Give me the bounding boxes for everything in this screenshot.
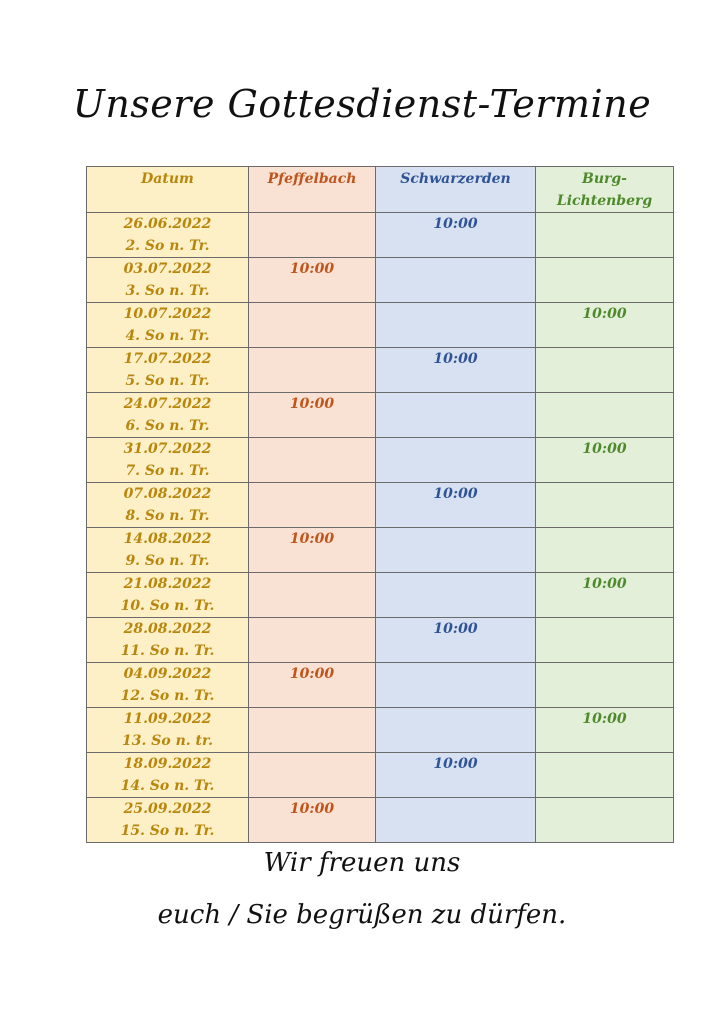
- schwarzerden-time-cell: 10:00: [376, 483, 536, 528]
- date-text: 18.09.2022: [123, 756, 212, 772]
- date-cell: [87, 258, 249, 303]
- pfeffelbach-time-cell: 10:00: [249, 663, 376, 708]
- date-text: 21.08.2022: [123, 576, 212, 592]
- schwarzerden-time-cell: 10:00: [376, 213, 536, 258]
- date-text: 26.06.2022: [123, 216, 212, 232]
- table-row: [87, 438, 674, 483]
- date-cell: [87, 348, 249, 393]
- burg-lichtenberg-time-cell: 10:00: [536, 573, 674, 618]
- table-row: [87, 753, 674, 798]
- burg-lichtenberg-time-cell: [536, 393, 674, 438]
- table-row: [87, 393, 674, 438]
- date-text: 25.09.2022: [123, 801, 212, 817]
- pfeffelbach-time-cell: [249, 618, 376, 663]
- page-title: Unsere Gottesdienst-Termine: [72, 82, 652, 126]
- table-row: [87, 573, 674, 618]
- date-cell: [87, 528, 249, 573]
- burg-lichtenberg-time-cell: [536, 213, 674, 258]
- schwarzerden-time-cell: [376, 393, 536, 438]
- date-text: 11.09.2022: [123, 711, 212, 727]
- date-text: 04.09.2022: [123, 666, 212, 682]
- date-cell: [87, 663, 249, 708]
- schwarzerden-time-cell: [376, 303, 536, 348]
- table-row: [87, 663, 674, 708]
- date-cell: [87, 393, 249, 438]
- table-row: [87, 708, 674, 753]
- pfeffelbach-time-cell: 10:00: [249, 798, 376, 843]
- sunday-label: 14. So n. Tr.: [120, 778, 215, 794]
- date-cell: [87, 438, 249, 483]
- date-text: 07.08.2022: [123, 486, 212, 502]
- pfeffelbach-time-cell: [249, 213, 376, 258]
- pfeffelbach-time-cell: [249, 708, 376, 753]
- sunday-label: 2. So n. Tr.: [125, 238, 210, 254]
- burg-lichtenberg-time-cell: 10:00: [536, 438, 674, 483]
- date-text: 14.08.2022: [123, 531, 212, 547]
- date-cell: [87, 798, 249, 843]
- sunday-label: 8. So n. Tr.: [125, 508, 210, 524]
- schwarzerden-time-cell: 10:00: [376, 753, 536, 798]
- schwarzerden-time-cell: [376, 708, 536, 753]
- pfeffelbach-time-cell: [249, 348, 376, 393]
- table-row: [87, 618, 674, 663]
- burg-lichtenberg-time-cell: [536, 348, 674, 393]
- table-row: [87, 798, 674, 843]
- date-cell: [87, 573, 249, 618]
- table-row: [87, 303, 674, 348]
- burg-lichtenberg-time-cell: [536, 618, 674, 663]
- header-burg-lichtenberg: Burg-Lichtenberg: [536, 167, 674, 213]
- date-cell: [87, 213, 249, 258]
- closing-line-2: euch / Sie begrüßen zu dürfen.: [157, 900, 567, 930]
- header-row: [87, 167, 674, 213]
- date-text: 17.07.2022: [123, 351, 212, 367]
- header-datum: Datum: [87, 167, 249, 213]
- pfeffelbach-time-cell: 10:00: [249, 528, 376, 573]
- date-text: 10.07.2022: [123, 306, 212, 322]
- date-text: 28.08.2022: [123, 621, 212, 637]
- pfeffelbach-time-cell: [249, 483, 376, 528]
- schwarzerden-time-cell: [376, 798, 536, 843]
- schwarzerden-time-cell: [376, 438, 536, 483]
- schedule-table: [86, 166, 674, 843]
- date-cell: [87, 483, 249, 528]
- schwarzerden-time-cell: [376, 258, 536, 303]
- burg-lichtenberg-time-cell: [536, 663, 674, 708]
- burg-lichtenberg-time-cell: 10:00: [536, 708, 674, 753]
- sunday-label: 11. So n. Tr.: [120, 643, 215, 659]
- pfeffelbach-time-cell: [249, 573, 376, 618]
- pfeffelbach-time-cell: 10:00: [249, 393, 376, 438]
- sunday-label: 12. So n. Tr.: [120, 688, 215, 704]
- date-text: 31.07.2022: [123, 441, 212, 457]
- sunday-label: 6. So n. Tr.: [125, 418, 210, 434]
- pfeffelbach-time-cell: 10:00: [249, 258, 376, 303]
- sunday-label: 5. So n. Tr.: [125, 373, 210, 389]
- burg-lichtenberg-time-cell: [536, 528, 674, 573]
- pfeffelbach-time-cell: [249, 438, 376, 483]
- date-cell: [87, 708, 249, 753]
- date-cell: [87, 303, 249, 348]
- table-row: [87, 348, 674, 393]
- pfeffelbach-time-cell: [249, 753, 376, 798]
- sunday-label: 4. So n. Tr.: [125, 328, 210, 344]
- sunday-label: 15. So n. Tr.: [120, 823, 215, 839]
- closing-line-1: Wir freuen uns: [263, 848, 461, 878]
- date-cell: [87, 618, 249, 663]
- sunday-label: 7. So n. Tr.: [125, 463, 210, 479]
- table-row: [87, 528, 674, 573]
- schwarzerden-time-cell: 10:00: [376, 348, 536, 393]
- date-text: 03.07.2022: [123, 261, 212, 277]
- burg-lichtenberg-time-cell: [536, 798, 674, 843]
- sunday-label: 9. So n. Tr.: [125, 553, 210, 569]
- burg-lichtenberg-time-cell: [536, 258, 674, 303]
- sunday-label: 10. So n. Tr.: [120, 598, 215, 614]
- header-schwarzerden: Schwarzerden: [376, 167, 536, 213]
- burg-lichtenberg-time-cell: [536, 483, 674, 528]
- burg-lichtenberg-time-cell: 10:00: [536, 303, 674, 348]
- sunday-label: 3. So n. Tr.: [125, 283, 210, 299]
- sunday-label: 13. So n. tr.: [122, 733, 213, 749]
- schwarzerden-time-cell: [376, 663, 536, 708]
- schwarzerden-time-cell: [376, 528, 536, 573]
- table-row: [87, 258, 674, 303]
- schwarzerden-time-cell: 10:00: [376, 618, 536, 663]
- date-text: 24.07.2022: [123, 396, 212, 412]
- table-row: [87, 213, 674, 258]
- pfeffelbach-time-cell: [249, 303, 376, 348]
- burg-lichtenberg-time-cell: [536, 753, 674, 798]
- date-cell: [87, 753, 249, 798]
- table-row: [87, 483, 674, 528]
- schwarzerden-time-cell: [376, 573, 536, 618]
- header-pfeffelbach: Pfeffelbach: [249, 167, 376, 213]
